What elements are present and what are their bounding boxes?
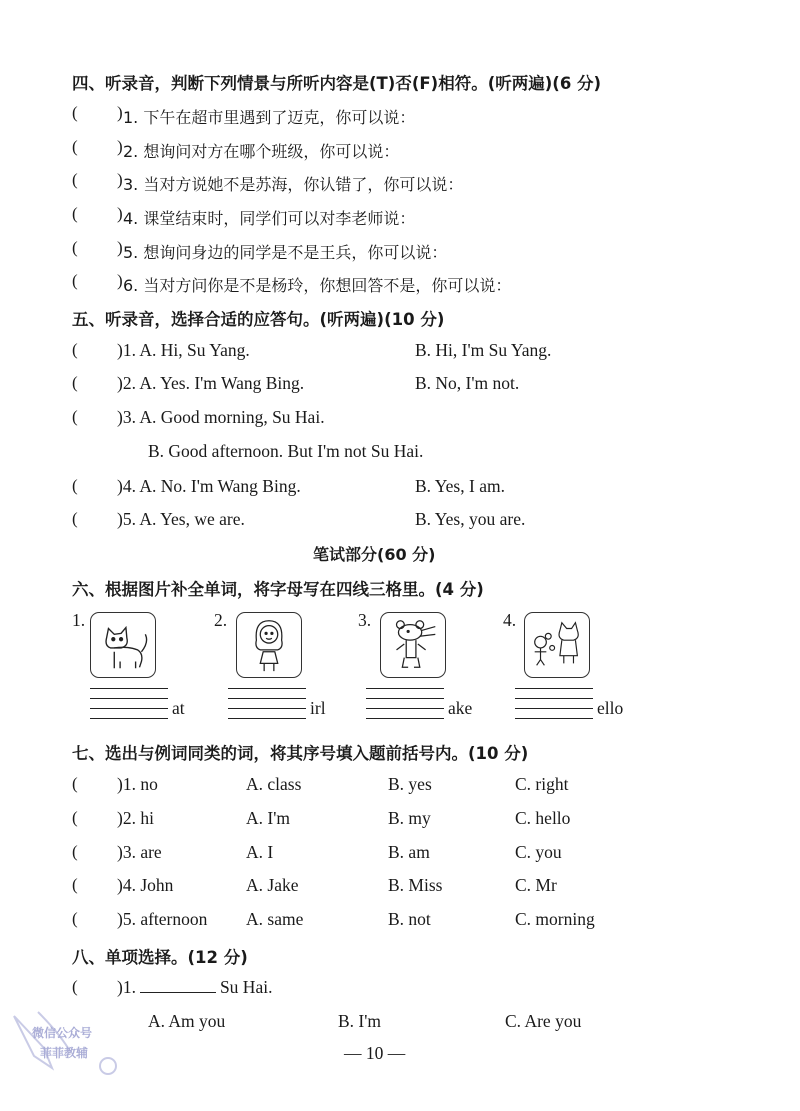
watermark-line1: 微信公众号: [32, 1026, 93, 1040]
option-a: )4. A. No. I'm Wang Bing.: [117, 476, 301, 496]
option-b: B. Miss: [388, 875, 443, 895]
option-b: B. Yes, I am.: [415, 476, 505, 496]
section8-title: 八、单项选择。(12 分): [72, 948, 248, 967]
option-a: )1. A. Hi, Su Yang.: [117, 340, 250, 360]
answer-paren-close: ): [117, 271, 123, 290]
s8-paren-open[interactable]: (: [72, 977, 78, 996]
option-b: B. Good afternoon. But I'm not Su Hai.: [148, 441, 424, 461]
option-a: A. Jake: [246, 875, 299, 895]
s6-suffix-4: ello: [597, 698, 624, 718]
list-item: 3. 当对方说她不是苏海，你认错了，你可以说：: [123, 175, 464, 194]
section5-title: 五、听录音，选择合适的应答句。(听两遍)(10 分): [72, 310, 445, 329]
option-b: B. am: [388, 842, 430, 862]
answer-paren-open[interactable]: (: [72, 204, 78, 223]
s8-q1-option-b: B. I'm: [338, 1011, 382, 1031]
list-item: 1. 下午在超市里遇到了迈克，你可以说：: [123, 108, 416, 127]
s6-suffix-2: irl: [310, 698, 326, 718]
four-line-grid-3[interactable]: [366, 688, 444, 718]
list-item: 5. 想询问身边的同学是不是王兵，你可以说：: [123, 243, 448, 262]
option-b: B. not: [388, 909, 431, 929]
option-b: B. Yes, you are.: [415, 509, 526, 529]
answer-paren-open[interactable]: (: [72, 842, 78, 861]
option-b: B. No, I'm not.: [415, 373, 520, 393]
s6-num-3: 3.: [358, 610, 372, 630]
answer-paren-open[interactable]: (: [72, 509, 78, 528]
s8-q1-blank[interactable]: [140, 978, 216, 993]
example-word: )3. are: [117, 842, 162, 862]
answer-paren-close: ): [117, 103, 123, 122]
option-a: )2. A. Yes. I'm Wang Bing.: [117, 373, 305, 393]
answer-paren-open[interactable]: (: [72, 103, 78, 122]
answer-paren-open[interactable]: (: [72, 340, 78, 359]
example-word: )5. afternoon: [117, 909, 208, 929]
s8-q1-option-c: C. Are you: [505, 1011, 582, 1031]
example-word: )4. John: [117, 875, 174, 895]
s6-num-4: 4.: [503, 610, 517, 630]
option-a: A. I'm: [246, 808, 290, 828]
answer-paren-open[interactable]: (: [72, 373, 78, 392]
four-line-grid-4[interactable]: [515, 688, 593, 718]
s6-suffix-1: at: [172, 698, 185, 718]
watermark-line2: 菲菲教辅: [40, 1046, 89, 1060]
snake-mouse-icon: [380, 612, 446, 678]
cat-icon: [90, 612, 156, 678]
option-a: )3. A. Good morning, Su Hai.: [117, 407, 325, 427]
option-a: A. class: [246, 774, 302, 794]
s8-q1-option-a: A. Am you: [148, 1011, 226, 1031]
four-line-grid-2[interactable]: [228, 688, 306, 718]
section7-title: 七、选出与例词同类的词，将其序号填入题前括号内。(10 分): [72, 744, 529, 763]
page-number: — 10 —: [344, 1043, 406, 1063]
option-b: B. Hi, I'm Su Yang.: [415, 340, 552, 360]
list-item: 4. 课堂结束时，同学们可以对李老师说：: [123, 209, 416, 228]
answer-paren-open[interactable]: (: [72, 909, 78, 928]
option-c: C. hello: [515, 808, 571, 828]
s6-num-2: 2.: [214, 610, 228, 630]
answer-paren-open[interactable]: (: [72, 476, 78, 495]
answer-paren-open[interactable]: (: [72, 137, 78, 156]
section4-title: 四、听录音，判断下列情景与所听内容是(T)否(F)相符。(听两遍)(6 分): [72, 74, 602, 93]
cat-greeting-icon: [524, 612, 590, 678]
option-b: B. my: [388, 808, 431, 828]
section6-title: 六、根据图片补全单词，将字母写在四线三格里。(4 分): [72, 580, 484, 599]
answer-paren-open[interactable]: (: [72, 238, 78, 257]
answer-paren-close: ): [117, 238, 123, 257]
option-a: A. I: [246, 842, 274, 862]
list-item: 2. 想询问对方在哪个班级，你可以说：: [123, 142, 400, 161]
answer-paren-close: ): [117, 137, 123, 156]
list-item: 6. 当对方问你是不是杨玲，你想回答不是，你可以说：: [123, 276, 512, 295]
answer-paren-open[interactable]: (: [72, 808, 78, 827]
answer-paren-open[interactable]: (: [72, 271, 78, 290]
s6-suffix-3: ake: [448, 698, 473, 718]
option-b: B. yes: [388, 774, 432, 794]
option-c: C. right: [515, 774, 569, 794]
option-c: C. morning: [515, 909, 595, 929]
option-c: C. Mr: [515, 875, 557, 895]
answer-paren-open[interactable]: (: [72, 774, 78, 793]
s6-num-1: 1.: [72, 610, 86, 630]
answer-paren-close: ): [117, 170, 123, 189]
example-word: )1. no: [117, 774, 158, 794]
girl-icon: [236, 612, 302, 678]
example-word: )2. hi: [117, 808, 154, 828]
answer-paren-open[interactable]: (: [72, 170, 78, 189]
option-c: C. you: [515, 842, 562, 862]
written-part-title: 笔试部分(60 分): [313, 545, 436, 564]
answer-paren-close: ): [117, 204, 123, 223]
answer-paren-open[interactable]: (: [72, 407, 78, 426]
four-line-grid-1[interactable]: [90, 688, 168, 718]
watermark-logo: [8, 1008, 128, 1082]
answer-paren-open[interactable]: (: [72, 875, 78, 894]
option-a: )5. A. Yes, we are.: [117, 509, 245, 529]
option-a: A. same: [246, 909, 304, 929]
s8-q1: )1. Su Hai.: [117, 977, 273, 997]
